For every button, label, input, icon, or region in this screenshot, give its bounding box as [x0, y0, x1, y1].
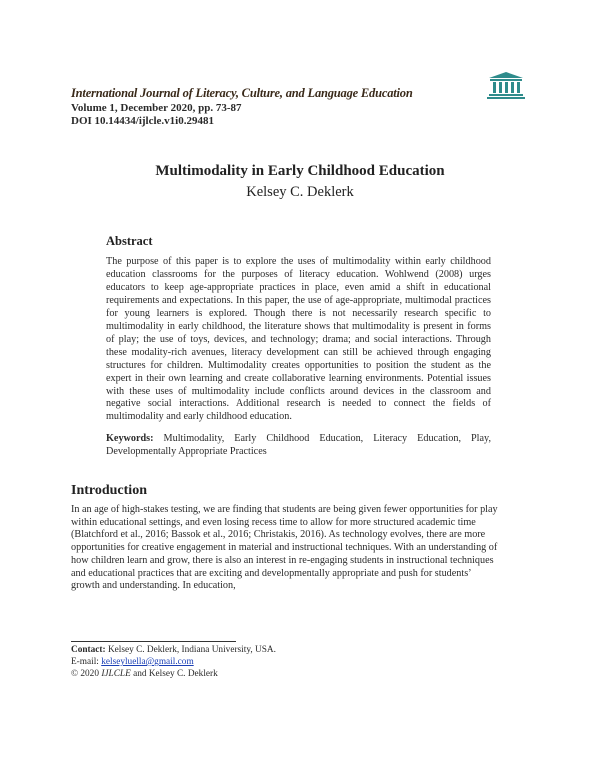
- contact-line: [71, 644, 491, 656]
- contact-text: Kelsey C. Deklerk, Indiana University, USA.: [107, 645, 276, 655]
- journal-logo-icon: [486, 70, 526, 100]
- email-line: [71, 656, 491, 668]
- introduction-body: In an age of high-stakes testing, we are finding that students are being given fewer opportunities for play within educational settings, and even losing recess time to allow for more structured academic time (Blatchford et al., 2016; Bassok et al., 2016; Christakis, 2016). As technology evolves, there are more opportunities for creative engagement in material and instructional techniques. With an understanding of how children learn and grow, there is also an interest in re-engaging students in instructional techniques and educational practices that are exciting and developmentally appropriate and push for students’ growth and understanding. In education,: [71, 504, 498, 592]
- volume-info: Volume 1, December 2020, pp. 73-87: [71, 102, 242, 114]
- contact-label: Contact:: [71, 645, 106, 655]
- introduction-heading: Introduction: [71, 483, 147, 498]
- copyright-journal: IJLCLE: [101, 669, 131, 679]
- copyright-line: [71, 668, 491, 680]
- paper-author: Kelsey C. Deklerk: [246, 184, 354, 200]
- keywords: [106, 433, 491, 459]
- email-link[interactable]: kelseyluella@gmail.com: [101, 657, 194, 667]
- copyright-prefix: © 2020: [71, 669, 99, 679]
- abstract-heading: Abstract: [106, 234, 153, 248]
- keywords-text: Multimodality, Early Childhood Education, Literacy Education, Play, Developmentally Appropriate Practices: [106, 433, 491, 457]
- journal-header: [71, 86, 491, 127]
- email-label: E-mail:: [71, 657, 99, 667]
- abstract-body: The purpose of this paper is to explore the uses of multimodality within early childhood education classrooms for the purposes of literacy education. Wohlwend (2008) urges educators to keep age-appropriate practices in place, even amid a shift in educational requirements and expectations. In this paper, the use of age-appropriate, multimodal practices for young learners is explored. Though there is not necessarily research specific to multimodality in early childhood, the literature shows that multimodality is present in forms of play; the use of toys, devices, and technology; drama; and social interactions. Through these modality-rich avenues, literacy development can still be achieved through engaging structures for children. Multimodality creates opportunities to position the student as the expert in their own learning and create collaborative learning environments. Potential issues with these uses of multimodality include conflicts around devices in the classroom and negative social interactions. Additional research is needed to connect the fields of multimodality and early childhood education.: [106, 256, 491, 423]
- paper-title: Multimodality in Early Childhood Education: [155, 163, 445, 179]
- footnote-divider: [71, 641, 236, 642]
- keywords-label: Keywords:: [106, 433, 154, 444]
- copyright-suffix: and Kelsey C. Deklerk: [133, 669, 218, 679]
- doi: DOI 10.14434/ijlcle.v1i0.29481: [71, 115, 214, 127]
- journal-name: International Journal of Literacy, Culture, and Language Education: [71, 86, 413, 100]
- footnote: [71, 644, 491, 680]
